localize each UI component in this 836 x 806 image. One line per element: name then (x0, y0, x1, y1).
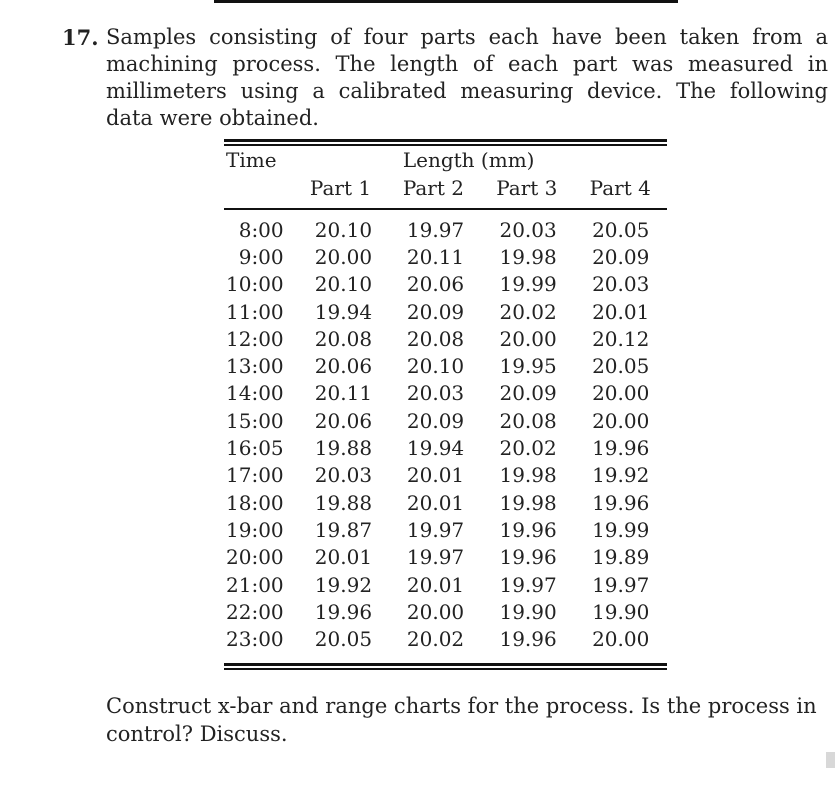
part-3-cell: 20.02 (499, 299, 557, 324)
part-2-cell: 20.00 (406, 599, 465, 624)
part-4-cell: 20.00 (592, 627, 650, 652)
part-2-cell: 19.97 (406, 217, 465, 242)
table-row (224, 434, 667, 461)
time-cell: 23:00 (226, 627, 284, 652)
part-1-cell: 20.06 (314, 408, 373, 433)
part-1-cell: 20.03 (314, 463, 373, 488)
part-2-cell: 20.03 (406, 381, 465, 406)
part-3-cell: 19.98 (499, 463, 557, 488)
part-3-cell: 19.98 (499, 490, 557, 515)
table-row (224, 352, 667, 379)
part-4-cell: 20.01 (592, 299, 650, 324)
part-1-cell: 20.11 (314, 381, 373, 406)
part-1-cell: 20.10 (314, 272, 373, 297)
table-row (224, 271, 667, 298)
part-1-cell: 19.96 (314, 599, 373, 624)
part-4-cell: 20.03 (592, 272, 650, 297)
time-cell: 12:00 (226, 326, 284, 351)
part-4-cell: 19.90 (592, 599, 650, 624)
time-cell: 20:00 (226, 545, 284, 570)
part-2-cell: 19.94 (406, 436, 465, 461)
time-cell: 9:00 (238, 244, 284, 269)
part-2-cell: 19.97 (406, 545, 465, 570)
part-4-cell: 20.12 (592, 326, 650, 351)
table-top-rule (224, 139, 667, 146)
part-4-header: Part 4 (589, 176, 651, 200)
time-cell: 22:00 (226, 599, 284, 624)
part-2-cell: 20.06 (406, 272, 465, 297)
part-3-cell: 19.97 (499, 572, 557, 597)
part-1-cell: 20.00 (314, 244, 373, 269)
time-header: Time (226, 148, 277, 172)
time-cell: 18:00 (226, 490, 284, 515)
part-4-cell: 19.97 (592, 572, 650, 597)
time-cell: 21:00 (226, 572, 284, 597)
header-row-1 (224, 146, 667, 174)
part-3-cell: 20.08 (499, 408, 557, 433)
part-2-cell: 20.08 (406, 326, 465, 351)
part-2-cell: 20.10 (406, 354, 465, 379)
time-cell: 11:00 (226, 299, 284, 324)
problem-number: 17. (62, 25, 99, 50)
part-4-cell: 19.96 (592, 436, 650, 461)
part-1-cell: 20.01 (314, 545, 373, 570)
time-cell: 10:00 (226, 272, 284, 297)
part-1-cell: 20.05 (314, 627, 373, 652)
part-1-cell: 20.06 (314, 354, 373, 379)
part-4-cell: 20.00 (592, 408, 650, 433)
part-3-cell: 19.96 (499, 545, 557, 570)
table-row (224, 489, 667, 516)
part-4-cell: 20.00 (592, 381, 650, 406)
part-3-cell: 19.96 (499, 627, 557, 652)
time-cell: 16:05 (226, 436, 284, 461)
header-rule (224, 208, 667, 210)
part-3-cell: 20.09 (499, 381, 557, 406)
closing-question: Construct x-bar and range charts for the process. Is the process in control? Discuss. (106, 694, 817, 746)
table-row (224, 544, 667, 571)
table-row (224, 298, 667, 325)
part-3-cell: 19.98 (499, 244, 557, 269)
part-2-cell: 20.02 (406, 627, 465, 652)
time-cell: 14:00 (226, 381, 284, 406)
part-2-header: Part 2 (402, 176, 464, 200)
table-row (224, 407, 667, 434)
part-3-cell: 19.90 (499, 599, 557, 624)
part-3-cell: 19.95 (499, 354, 557, 379)
time-cell: 8:00 (238, 217, 284, 242)
part-3-cell: 19.96 (499, 517, 557, 542)
time-cell: 17:00 (226, 463, 284, 488)
top-rule (214, 0, 678, 3)
time-cell: 19:00 (226, 517, 284, 542)
part-2-cell: 20.01 (406, 463, 465, 488)
table-bottom-rule (224, 663, 667, 670)
part-1-cell: 19.88 (314, 436, 373, 461)
table-row (224, 462, 667, 489)
problem-statement (62, 24, 828, 132)
part-1-cell: 19.87 (314, 517, 373, 542)
part-1-cell: 19.92 (314, 572, 373, 597)
table-row (224, 598, 667, 625)
table-row (224, 571, 667, 598)
part-2-cell: 20.09 (406, 408, 465, 433)
part-4-cell: 20.05 (592, 354, 650, 379)
part-4-cell: 19.99 (592, 517, 650, 542)
part-2-cell: 20.01 (406, 572, 465, 597)
length-header: Length (mm) (402, 148, 535, 172)
part-1-cell: 19.88 (314, 490, 373, 515)
table-row (224, 216, 667, 243)
scroll-indicator (826, 752, 835, 768)
part-2-cell: 20.11 (406, 244, 465, 269)
data-table (224, 139, 667, 670)
part-3-cell: 19.99 (499, 272, 557, 297)
part-3-header: Part 3 (496, 176, 558, 200)
part-1-header: Part 1 (309, 176, 372, 200)
part-2-cell: 20.09 (406, 299, 465, 324)
problem-text: Samples consisting of four parts each have been taken from a machining process. The length of each part was measured in millimeters using a calibrated measuring device. The following data were obtained. (106, 25, 828, 130)
part-3-cell: 20.00 (499, 326, 557, 351)
part-4-cell: 20.05 (592, 217, 650, 242)
part-2-cell: 19.97 (406, 517, 465, 542)
table-row (224, 380, 667, 407)
header-row-2 (224, 174, 667, 202)
part-4-cell: 19.89 (592, 545, 650, 570)
table-row (224, 243, 667, 270)
part-3-cell: 20.02 (499, 436, 557, 461)
table-row (224, 325, 667, 352)
part-2-cell: 20.01 (406, 490, 465, 515)
time-cell: 15:00 (226, 408, 284, 433)
part-1-cell: 19.94 (314, 299, 373, 324)
part-3-cell: 20.03 (499, 217, 557, 242)
table-row (224, 625, 667, 652)
part-1-cell: 20.08 (314, 326, 373, 351)
part-1-cell: 20.10 (314, 217, 373, 242)
time-cell: 13:00 (226, 354, 284, 379)
table-row (224, 516, 667, 543)
part-4-cell: 20.09 (592, 244, 650, 269)
part-4-cell: 19.92 (592, 463, 650, 488)
part-4-cell: 19.96 (592, 490, 650, 515)
